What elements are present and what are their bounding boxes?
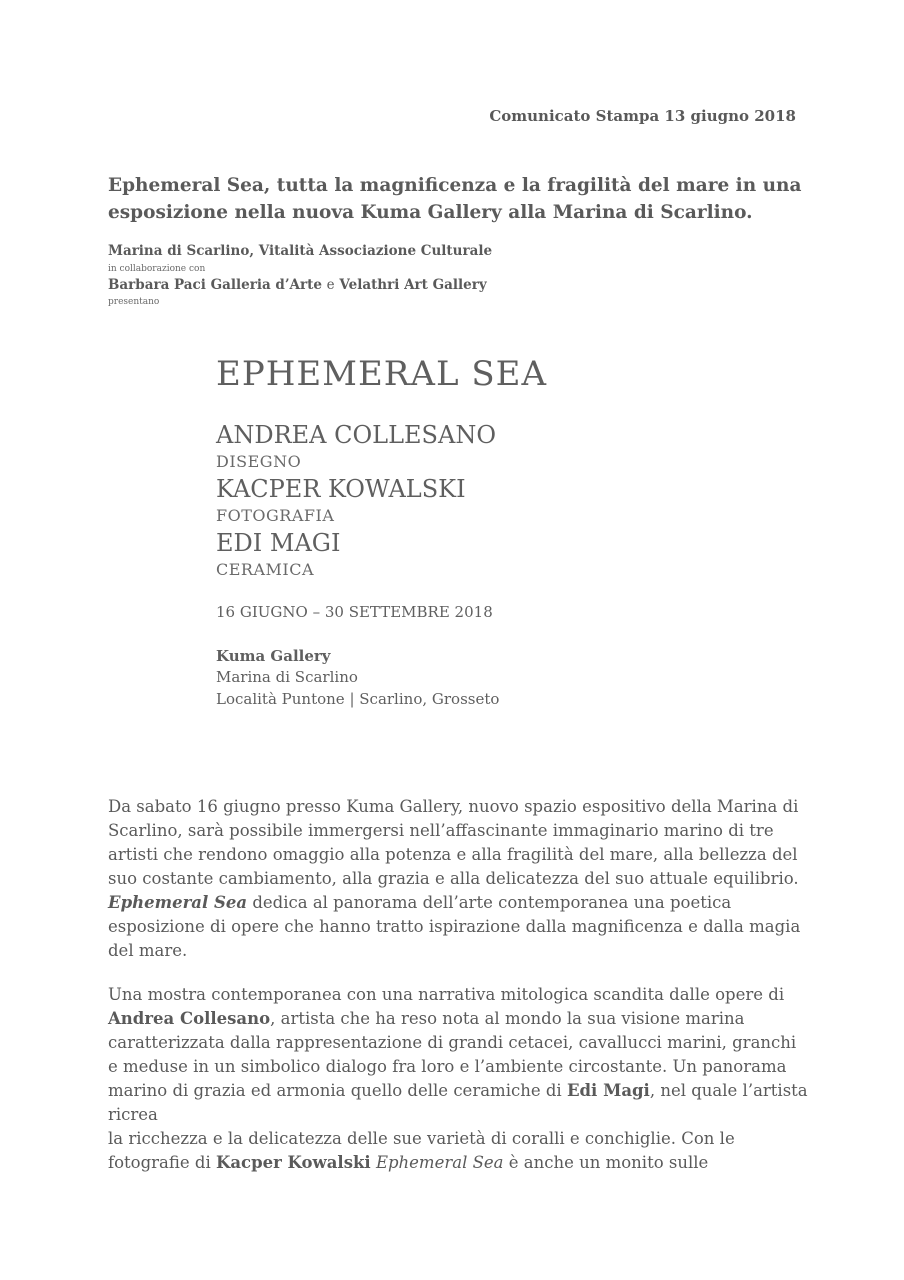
artist-medium: FOTOGRAFIA <box>216 506 335 525</box>
exhibition-title: EPHEMERAL SEA <box>216 354 548 394</box>
headline-line-2: esposizione nella nuova Kuma Gallery alla Marina di Scarlino. <box>108 202 753 223</box>
text-span: , nel quale l’artista ricrea <box>108 1081 808 1124</box>
exhibition-dates: 16 GIUGNO – 30 SETTEMBRE 2018 <box>216 603 493 621</box>
text-span: la ricchezza e la delicatezza delle sue varietà di coralli e conchiglie. Con le fotografie di <box>108 1129 735 1172</box>
artist-name: KACPER KOWALSKI <box>216 475 466 503</box>
body-paragraph-2 <box>108 983 808 1175</box>
presenter-org-1: Marina di Scarlino, Vitalità Associazione Culturale <box>108 243 493 259</box>
artist-medium: DISEGNO <box>216 452 302 471</box>
presenter-org-2b: Velathri Art Gallery <box>339 277 487 293</box>
venue-name: Kuma Gallery <box>216 647 331 665</box>
headline <box>108 172 808 226</box>
exhibition-name-italic: Ephemeral Sea <box>375 1153 504 1172</box>
headline-line-1: Ephemeral Sea, tutta la magnificenza e la fragilità del mare in una <box>108 175 802 196</box>
press-release-date: Comunicato Stampa 13 giugno 2018 <box>489 107 796 125</box>
exhibition-name-emphasis: Ephemeral Sea <box>108 893 248 912</box>
artist-medium: CERAMICA <box>216 560 315 579</box>
artist-name: EDI MAGI <box>216 529 341 557</box>
presenter-join: e <box>326 277 335 293</box>
venue-location: Marina di Scarlino <box>216 668 358 686</box>
collaboration-note: in collaborazione con <box>108 264 206 274</box>
paragraph-text <box>108 795 808 963</box>
paragraph-text <box>108 983 808 1175</box>
presenter-org-2a: Barbara Paci Galleria d’Arte <box>108 277 322 293</box>
artist-mention: Kacper Kowalski <box>216 1153 371 1172</box>
venue-address: Località Puntone | Scarlino, Grosseto <box>216 690 500 708</box>
text-span: Una mostra contemporanea con una narrativa mitologica scandita dalle opere di <box>108 985 785 1004</box>
paragraph-lead: Da sabato 16 giugno presso Kuma Gallery, nuovo spazio espositivo della Marina di Scarlino, sarà possibile immergersi nell’affascinante immaginario marino di tre artisti che rendono omaggio alla potenza e alla fragilità del mare, alla bellezza del suo costante cambiamento, alla grazia e alla delicatezza del suo attuale equilibrio. <box>108 797 799 888</box>
present-note: presentano <box>108 297 160 307</box>
artist-mention: Andrea Collesano <box>108 1009 271 1028</box>
presenter-org-2 <box>108 277 487 293</box>
artist-mention: Edi Magi <box>566 1081 650 1100</box>
paragraph-tail: dedica al panorama dell’arte contemporanea una poetica esposizione di opere che hanno tratto ispirazione dalla magnificenza e dalla magia del mare. <box>108 893 801 960</box>
artist-name: ANDREA COLLESANO <box>216 421 497 449</box>
text-span: , artista che ha reso nota al mondo la sua visione marina caratterizzata dalla rappresentazione di grandi cetacei, cavallucci marini, granchi e meduse in un simbolico dialogo fra loro e l’ambiente circostante. Un panorama marino di grazia ed armonia quello delle ceramiche di <box>108 1009 797 1100</box>
body-paragraph-1 <box>108 795 808 963</box>
text-span: è anche un monito sulle <box>508 1153 709 1172</box>
